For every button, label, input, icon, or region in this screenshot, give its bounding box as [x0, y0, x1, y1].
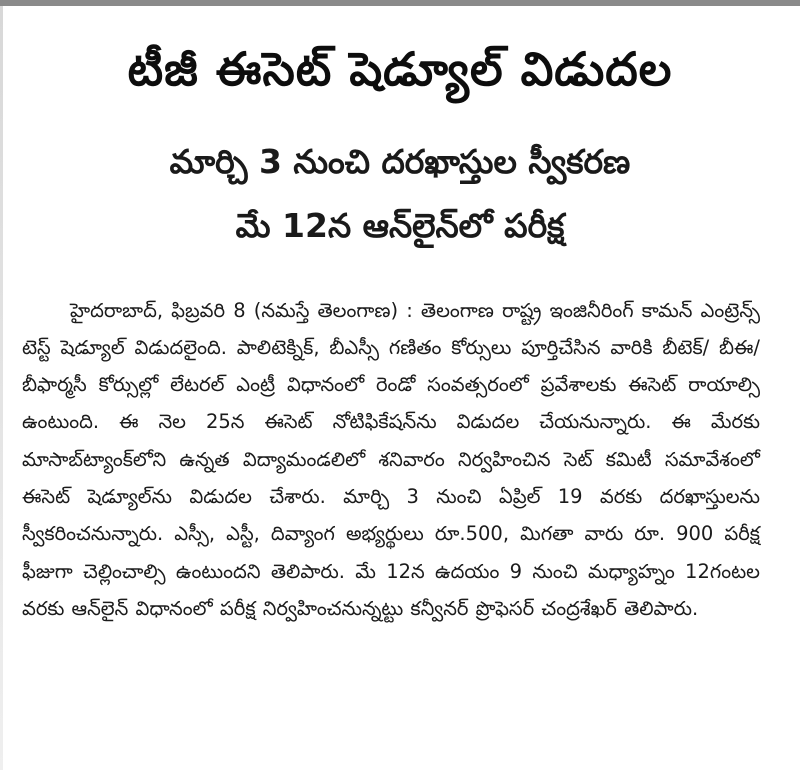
- article-body-text: తెలంగాణ రాష్ట్ర ఇంజినీరింగ్ కామన్ ఎంట్రెన్స్ టెస్ట్ షెడ్యూల్ విడుదలైంది. పాలిటెక్నిక్, బీఎస్సీ గణితం కోర్సులు పూర్తిచేసిన వారికి బీటెక్/ బీఈ/ బీఫార్మసీ కోర్సుల్లో లేటరల్ ఎంట్రీ విధానంలో రెండో సంవత్సరంలో ప్రవేశాలకు ఈసెట్ రాయాల్సి ఉంటుంది. ఈ నెల 25న ఈసెట్ నోటిఫికేషన్‌ను విడుదల చేయనున్నారు. ఈ మేరకు మాసాబ్‌ట్యాంక్‌లోని ఉన్నత విద్యామండలిలో శనివారం నిర్వహించిన సెట్ కమిటీ సమావేశంలో ఈసెట్ షెడ్యూల్‌ను విడుదల చేశారు. మార్చి 3 నుంచి ఏప్రిల్ 19 వరకు దరఖాస్తులను స్వీకరించనున్నారు. ఎస్సీ, ఎస్టీ, దివ్యాంగ అభ్యర్థులు రూ.500, మిగతా వారు రూ. 900 పరీక్ష ఫీజుగా చెల్లించాల్సి ఉంటుందని తెలిపారు. మే 12న ఉదయం 9 నుంచి మధ్యాహ్నం 12గంటల వరకు ఆన్‌లైన్ విధానంలో పరీక్ష నిర్వహించనున్నట్టు కన్వీనర్ ప్రొఫెసర్ చంద్రశేఖర్ తెలిపారు.: [22, 298, 761, 620]
- scan-left-edge: [0, 6, 3, 770]
- news-article: [10, 10, 790, 765]
- article-body-paragraph: [22, 292, 760, 628]
- subheadline-exam-date: మే 12న ఆన్‌లైన్‌లో పరీక్ష: [235, 206, 565, 245]
- subheadline-registration: మార్చి 3 నుంచి దరఖాస్తుల స్వీకరణ: [169, 142, 631, 181]
- headline: టీజీ ఈసెట్ షెడ్యూల్ విడుదల: [127, 42, 673, 96]
- dateline: హైదరాబాద్, ఫిబ్రవరి 8 (నమస్తే తెలంగాణ) :: [70, 298, 421, 322]
- top-border: [0, 0, 800, 6]
